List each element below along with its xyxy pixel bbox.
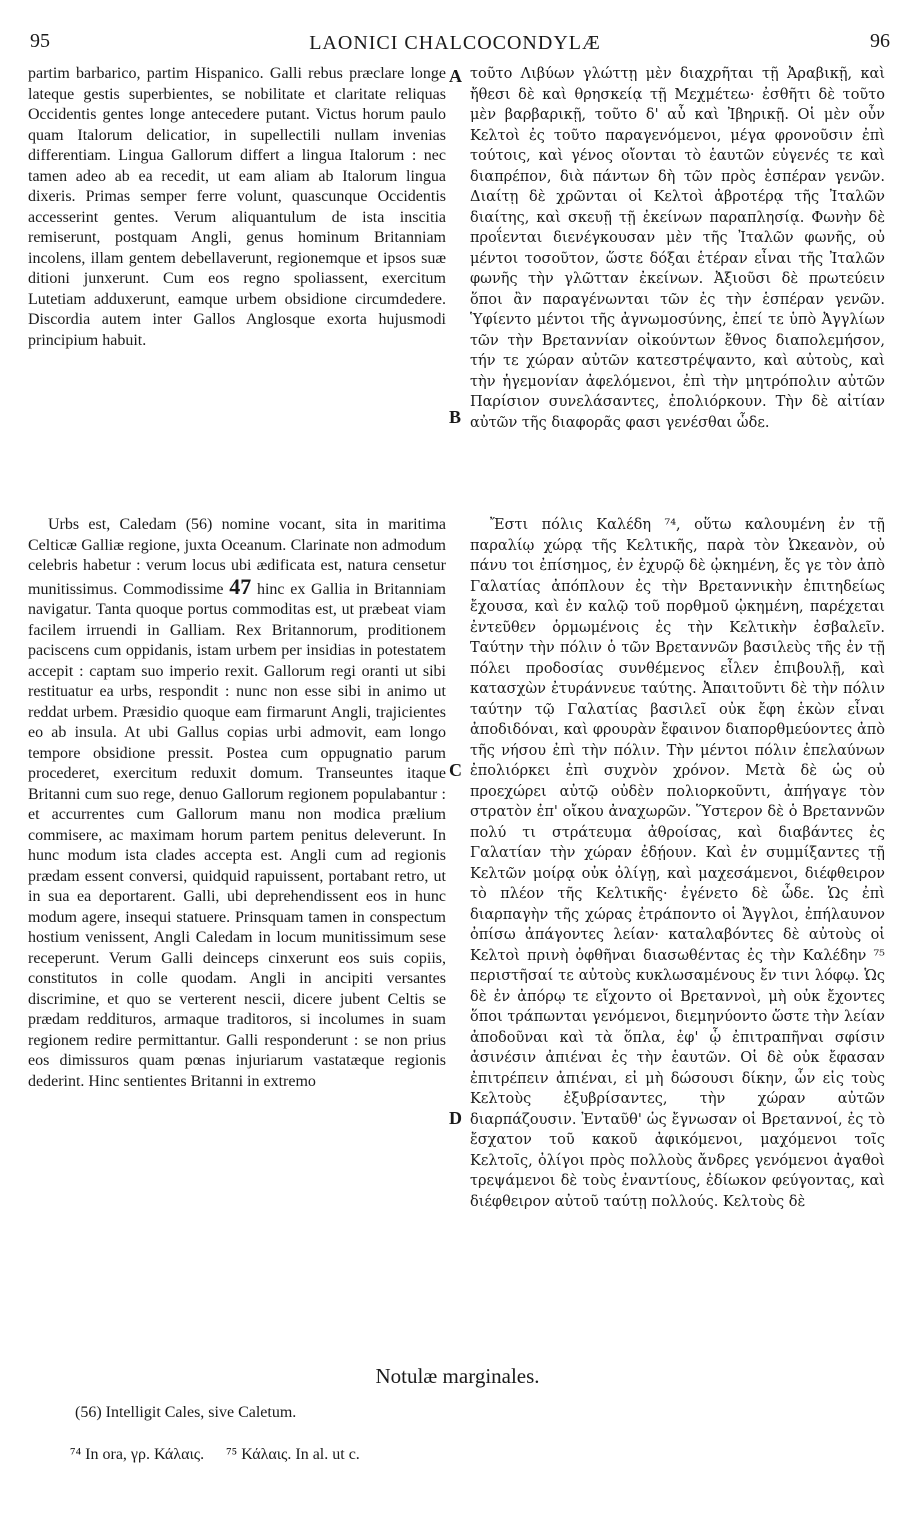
section-marker-d: D <box>449 1108 462 1128</box>
section-marker-a: A <box>449 66 462 86</box>
page-number-right: 96 <box>870 30 890 52</box>
latin-text-part: Urbs est, Caledam (56) nomine vocant, sita in maritima Celticæ Galliæ regione, juxta Oceanum. Clarinate non admodum celebris habetur : verum locus ubi ædificata est, natura censetur munitissimus. Commodissime <box>28 516 446 598</box>
section-marker-c: C <box>449 760 462 780</box>
footnotes-greek <box>70 1446 378 1464</box>
running-title: LAONICI CHALCOCONDYLÆ <box>309 32 601 54</box>
page-reference-number: 47 <box>229 573 252 599</box>
section-marker-b: B <box>449 407 462 427</box>
latin-text-part: hinc ex Gallia in Britanniam navigatur. Tanta quoque portus commoditas est, ut præbeat viam facilem irruendi in Galliam. Rex Britannorum, proditionem paciscens cum oppidanis, istam urbem per insidias in potestatem accepit : captam suo imperio rexit. Gallorum regi oranti ut sibi restituatur ea urbs, respondit : nunc non esse sibi in animo ut reddat urbem. Præsidio quoque eam firmarunt Angli, trajicientes eo ab insula. At ubi Gallus copias urbi admovit, eam longo tempore obsidione pressit. Postea cum oppugnatio parum procederet, exercitum reduxit domum. Transeuntes itaque Britanni cum suo rege, denuo Gallorum regionem populabantur : et accurrentes cum Gallorum manu non modica prælium commisere, ac maximam horum partem penitus deleverunt. In hunc modum ista clades accepta est. Angli cum ad regionis prædam essent conversi, quidquid rapuissent, portabant retro, ut in sua ea deportarent. Galli, ubi deprehendissent eos in hunc modum agere, insequi statuere. Prinsquam tamen in conspectum hostium venissent, Angli Caledam in locum munitissimum sese receperunt. Verum Galli deinceps cinxerunt eos suis copiis, constitutos in colle quodam. Angli in ancipiti versantes discrimine, et quo se verterent nescii, dicere jubent Celtis se prædam reddituros, armaque traditoros, si incolumes in suam regionem redire permittantur. Galli responderunt : se non prius eos dimissuros quam pœnas injuriarum vastatæque regionis dederint. Hinc sentientes Britanni in extremo <box>28 580 447 1090</box>
page-number-left: 95 <box>30 30 50 52</box>
greek-paragraph: Ἔστι πόλις Καλέδη ⁷⁴, οὕτω καλουμένη ἐν τῇ παραλίῳ χώρᾳ τῆς Κελτικῆς, παρὰ τὸν Ὠκεανὸν, οὐ πάνυ τοι ἐπίσημος, ἐν ἐχυρῷ δὲ ᾠκημένη, ἔς γε τὸν ἀπὸ Γαλατίας ἀπόπλουν ἐς τὴν Βρεταννικὴν ἐπιτηδείως ἔχουσα, καὶ ἐν καλῷ τοῦ πορθμοῦ ᾠκημένη, παρέχεται ἐντεῦθεν ὁρμωμένοις ἐς τὴν Κελτικὴν ἐσβαλεῖν. Ταύτην τὴν πόλιν ὁ τῶν Βρεταννῶν βασιλεὺς τῆς ἐν τῇ πόλει προδοσίας συνθέμενος εἶλεν ἐπιβουλῇ, καὶ κατασχὼν ἐτυράννευε ταύτης. Ἀπαιτοῦντι δὲ τὴν πόλιν ταύτην τῷ Γαλατίας βασιλεῖ οὐκ ἔφη ἑκὼν εἶναι ἀποδιδόναι, καὶ φρουρὰν ἔφαινον διαπορθμεύοντες ἀπὸ τῆς νήσου ἐπὶ τὴν πόλιν. Τὴν μέντοι πόλιν ἐπελαύνων ἐπολιόρκει ἐπὶ συχνὸν χρόνον. Μετὰ δὲ ὡς οὐ προεχώρει αὐτῷ οὐδὲν πολιορκοῦντι, ἀπήγαγε τὸν στρατὸν ἐπ' οἴκου ἀναχωρῶν. Ὕστερον δὲ ὁ Βρεταννῶν πολύ τι στράτευμα ἀθροίσας, καὶ διαβάντες ἐς Γαλατίαν τὴν χώραν ἐδῄουν. Καὶ ἐν συμμίξαντες τῇ Κελτῶν μοίρᾳ οὐκ ὀλίγῃ, καὶ μαχεσάμενοι, διέφθειρον τὸ πλέον τῆς Κελτικῆς· ἐγένετο δὲ ὧδε. Ὡς ἐπὶ διαρπαγὴν τῆς χώρας ἐτράποντο οἱ Ἄγγλοι, ἐπήλαυνον ὀπίσω ἀπάγοντες λείαν· καταλαβόντες δὲ αὐτοὺς οἱ Κελτοὶ πρινὴ ὀφθῆναι διασωθέντας ἐς τὴν Καλέδην ⁷⁵ περιστῆσαί τε αὐτοὺς κυκλωσαμένους ἔν τινι λόφῳ. Ὡς δὲ ἐν ἀπόρῳ τε εἴχοντο οἱ Βρεταννοὶ, μὴ οὐκ ἔχοντες ὅποι τράπωνται γενόμενοι, διεμηνύοντο ὥστε τὴν λείαν ἀποδοῦναι καὶ τὰ ὅπλα, ἐφ' ᾧ ἐπιτραπῆναι σφίσιν ἀσινέσιν ἀπιέναι ἐς τὴν ἑαυτῶν. Οἱ δὲ οὐκ ἔφασαν ἐπιτρέπειν ἀπιέναι, εἰ μὴ δώσουσι δίκην, ὧν εἰς τοὺς Κελτοὺς ἐξυβρίσαντες, τὴν χώραν αὐτῶν διαρπάζουσιν. Ἐνταῦθ' ὡς ἔγνωσαν οἱ Βρεταννοί, ἐς τὸ ἔσχατον τοῦ κακοῦ ἀφικόμενοι, μαχόμενοι τοῖς Κελτοῖς, ὀλίγοι πρὸς πολλοὺς ἄνδρες γενόμενοι ἀγαθοὶ τρεψάμενοι δὲ τοὺς ἐναντίους, ἐδίωκον φεύγοντας, καὶ διέφθειρον αὐτοῦ ταύτῃ πολλούς. Κελτοὺς δὲ <box>470 517 885 1210</box>
greek-column-top <box>470 64 885 433</box>
footnote-75: ⁷⁵ Κάλαις. In al. ut c. <box>226 1446 360 1463</box>
latin-column-top <box>28 64 446 351</box>
latin-paragraph <box>28 515 446 1092</box>
footnote-56: (56) Intelligit Cales, sive Caletum. <box>75 1404 297 1421</box>
footnote-74: ⁷⁴ In ora, γρ. Κάλαις. <box>70 1446 205 1463</box>
latin-paragraph: partim barbarico, partim Hispanico. Galli rebus præclare longe lateque gestis superbientes, se nobilitate et claritate reliquas Occidentis gentes longe antecedere putant. Victus horum paulo quam Italorum delicatior, in supellectili nullam invenias differentiam. Lingua Gallorum differt a lingua Italorum : nec tamen adeo ab ea recedit, ut eam aliam ab Italorum lingua dixeris. Primas semper ferre volunt, quascunque Occidentis accesserint gentes. Verum aliquantulum de ista inscitia remiserunt, postquam Angli, genus hominum Britanniam incolens, illam gentem debellaverunt, regionemque et ipsos suæ ditioni junxerunt. Cum eos regno spoliassent, exercitum Lutetiam adduxerunt, eamque urbem obsidione circumdedere. Discordia autem inter Gallos Anglosque exorta hujusmodi principium habuit. <box>28 65 446 349</box>
greek-column-bottom <box>470 515 885 1212</box>
running-header <box>30 30 890 60</box>
greek-paragraph: τοῦτο Λιβύων γλώττῃ μὲν διαχρῆται τῇ Ἀραβικῇ, καὶ ἤθεσι δὲ καὶ θρησκείᾳ τῇ Μεχμέτεω· ἐσθῆτι δὲ τοῦτο μὲν βαρβαρικῇ, τοῦτο δ' αὖ καὶ Ἰβηρικῇ. Οἱ μὲν οὖν Κελτοὶ ἐς τοῦτο παραγενόμενοι, μέγα φρονοῦσιν ἐπὶ τούτοις, καὶ γένος οἴονται τὸ ἑαυτῶν εὐγενές τε καὶ διαπρέπον, διὰ πάντων δὴ τῶν πρὸς ἑσπέραν γενῶν. Διαίτῃ δὲ χρῶνται οἱ Κελτοὶ ἁβροτέρᾳ τῆς Ἰταλῶν διαίτης, καὶ σκευῇ τῇ ἐκείνων παραπλησίᾳ. Φωνὴν δὲ προΐενται διενέγκουσαν μὲν τῆς Ἰταλῶν φωνῆς, οὐ μέντοι τοσοῦτον, ὥστε δόξαι ἑτέραν εἶναι τῆς Ἰταλῶν φωνῆς τὴν γλῶτταν ἐκείνων. Ἀξιοῦσι δὲ πρωτεύειν ὅποι ἂν παραγένωνται τῶν ἐς τὴν ἑσπέραν γενῶν. Ὑφίεντο μέντοι τῆς ἀγνωμοσύνης, ἐπεί τε ὑπὸ Ἀγγλίων τῶν τὴν Βρεταννίαν οἰκούντων ἔθνος διαπολεμήσον, τήν τε χώραν αὐτῶν κατεστρέψαντο, καὶ αὐτοὺς, καὶ τὴν ἡγεμονίαν ἀφελόμενοι, ἐπὶ τὴν μητρόπολιν αὐτῶν Παρίσιον συνελάσαντες, ἐπολιόρκουν. Τὴν δὲ αἰτίαν αὐτῶν τῆς διαφορᾶς φασι γενέσθαι ὧδε. <box>470 66 885 431</box>
notes-title: Notulæ marginales. <box>375 1364 540 1388</box>
latin-column-bottom <box>28 515 446 1092</box>
